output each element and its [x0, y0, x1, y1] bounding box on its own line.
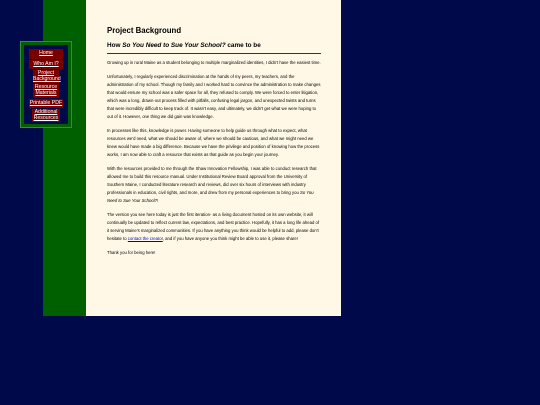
subtitle-book-title: So You Need to Sue Your School?: [122, 42, 226, 49]
paragraph-4-book-title: So You Need to Sue Your School?: [107, 190, 314, 204]
paragraph-5: [107, 211, 321, 243]
sidebar-nav-inner: [24, 45, 68, 124]
paragraph-1: Growing up in rural Maine as a student belonging to multiple marginalized identities, I didn't have the easiest time.: [107, 60, 321, 65]
paragraph-4-text: With the resources provided to me through the Shaw Innovation Fellowship, I was able to conduct research that allowed me to build this resource manual. Under Institutional Review Board approval from the University of Southern Maine, I conducted literature research and reviews, did over six hours of interviews with industry professionals in education, civil rights, and more, and drew from my personal experiences to bring you: [107, 165, 317, 196]
paragraph-6: Thank you for being here!: [107, 249, 156, 255]
nav-item-who-am-i[interactable]: Who Am I?: [29, 60, 63, 70]
paragraph-4: [107, 165, 321, 205]
subtitle-post: came to be: [225, 42, 261, 49]
page-subtitle: [107, 42, 321, 50]
nav-item-additional-resources[interactable]: Additional Resources: [33, 109, 59, 121]
paragraph-5-text: The version you see here today is just the first iteration- as a living document hosted on its own website, it will continually be updated to reflect current law, expectations, and best practice. Hopefully, it has a long life ahead of it serving Maine's marginalized communities. If you have anything you think would be helpful to add, please don't hesitate to: [107, 211, 320, 242]
nav-item-home[interactable]: Home: [29, 49, 63, 59]
nav-item-printable-pdf[interactable]: Printable PDF: [29, 99, 63, 109]
nav-item-project-background[interactable]: Project Background: [33, 70, 61, 82]
paragraph-4-end: !: [157, 198, 159, 204]
contact-creator-link[interactable]: contact the creator: [127, 236, 163, 242]
main-content: [86, 0, 341, 316]
paragraph-5-end: , and if you have anyone you think might be able to use it, please share!: [162, 236, 298, 242]
paragraph-3: In processes like this, knowledge is power. Having someone to help guide us through what to expect, what resources we'd need, what we should be aware of, where we should be cautious, and what we might need we knew would have made a big difference. Because we have the privilege and position of knowing how the process works, I am now able to craft a resource that exists as that guide as you begin your journey.: [107, 127, 320, 158]
paragraph-2: Unfortunately, I regularly experienced discrimination at the hands of my peers, my teachers, and the administration of my school. Though my family and I worked hard to convince the administration to make changes that would ensure my school was a safer space for all, they refused to comply. We were forced to enter litigation, which was a long, drawn-out process filled with pitfalls, confusing legal jargon, and unexpected twists and turns that were incredibly difficult to keep track of. It wasn't easy, and ultimately, we didn't get what we were hoping to out of it. However, one thing we did gain was knowledge.: [107, 73, 321, 120]
page-title: Project Background: [107, 26, 182, 35]
sidebar-nav: [20, 41, 72, 128]
title-divider: [107, 53, 321, 54]
nav-item-resource-materials[interactable]: Resource Materials: [34, 84, 58, 96]
subtitle-pre: How: [107, 42, 123, 49]
